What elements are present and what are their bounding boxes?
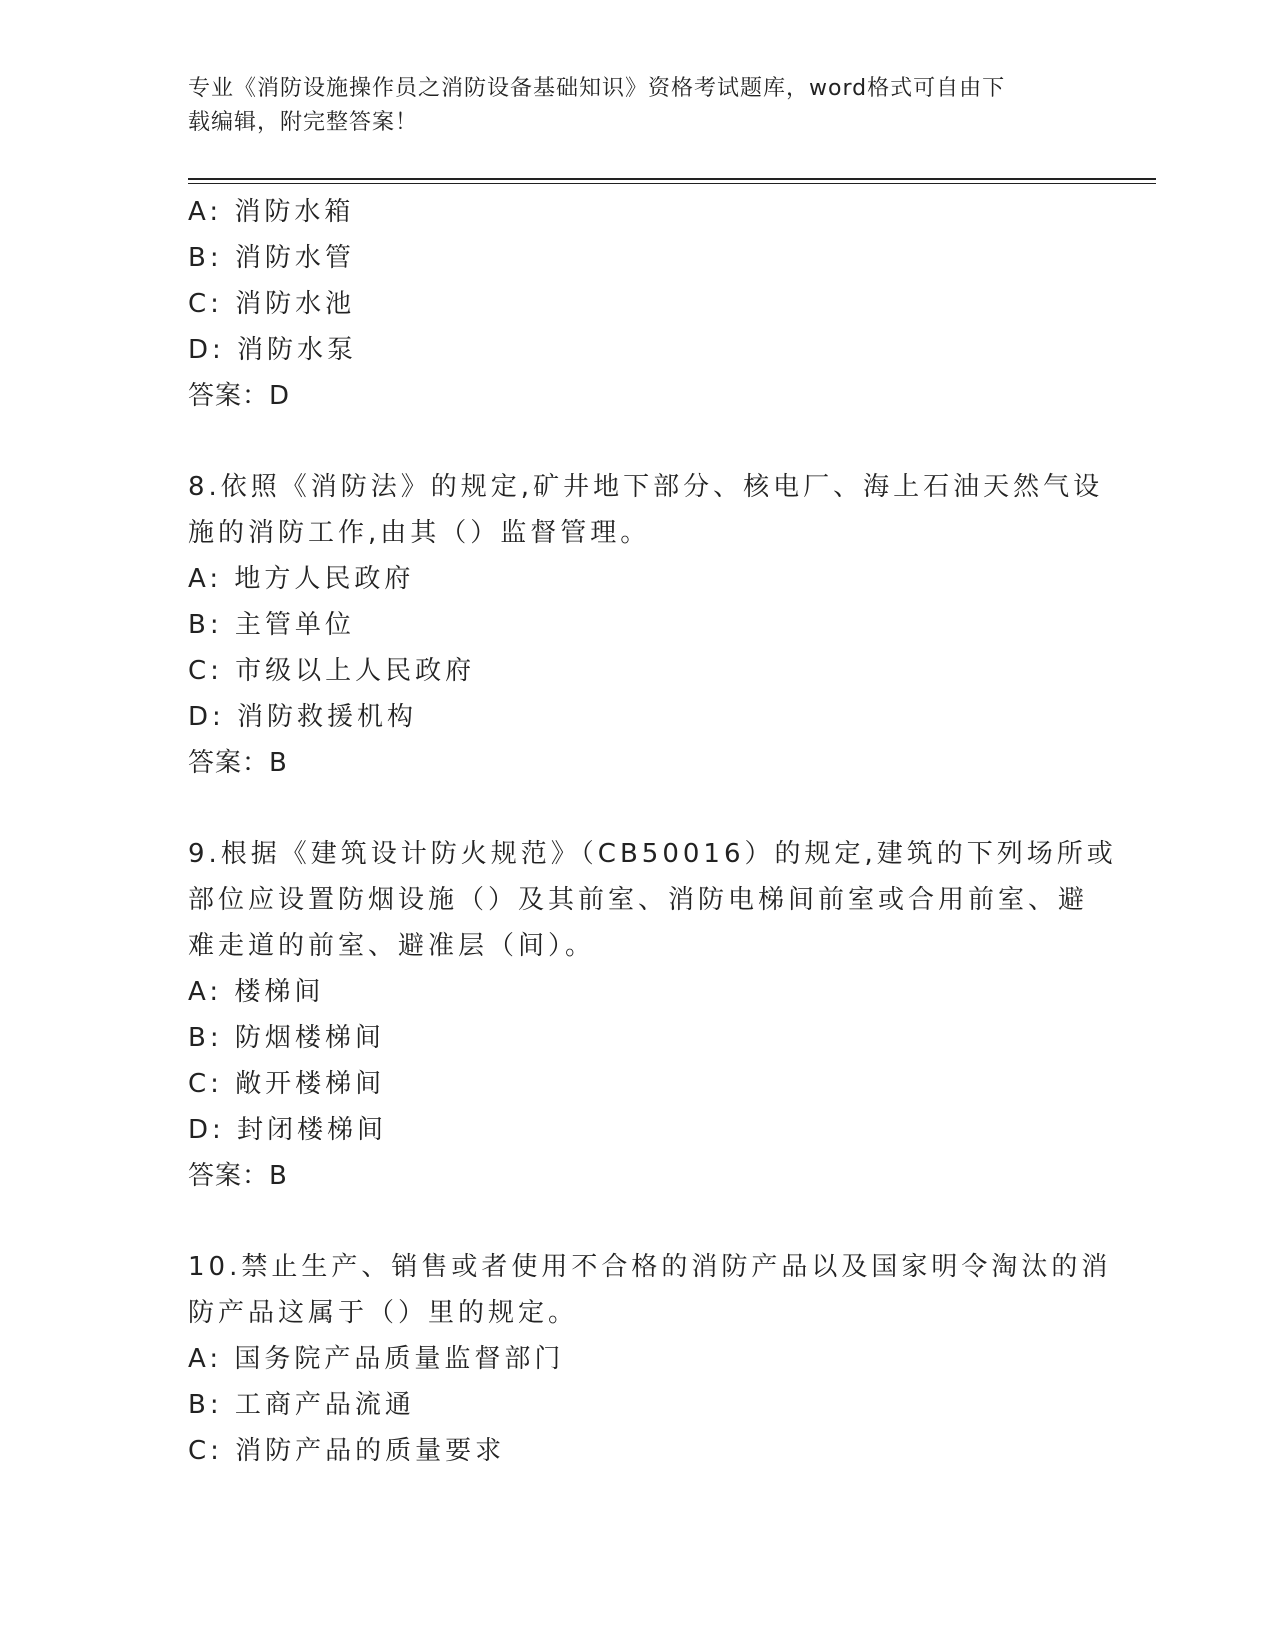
answer-line: 答案：D — [188, 381, 291, 411]
question-text-line: 难走道的前室、避准层（间）。 — [188, 931, 596, 961]
answer-line: 答案：B — [188, 748, 288, 778]
option-a: A: 地方人民政府 — [188, 564, 415, 594]
option-d: D: 消防救援机构 — [188, 702, 418, 732]
option-a: A: 消防水箱 — [188, 197, 355, 227]
question-10 — [188, 1244, 1112, 1474]
question-9 — [188, 831, 1117, 1199]
option-d: D: 消防水泵 — [188, 335, 358, 365]
question-7-options — [188, 189, 1088, 419]
question-content — [188, 189, 1117, 1474]
option-b: B: 防烟楼梯间 — [188, 1023, 385, 1053]
option-c: C: 市级以上人民政府 — [188, 656, 476, 686]
answer-line: 答案：B — [188, 1161, 288, 1191]
option-c: C: 敞开楼梯间 — [188, 1069, 386, 1099]
option-b: B: 消防水管 — [188, 243, 355, 273]
question-text-line: 9.根据《建筑设计防火规范》（CB50016）的规定,建筑的下列场所或 — [188, 839, 1117, 869]
option-a: A: 楼梯间 — [188, 977, 325, 1007]
question-text-line: 10.禁止生产、销售或者使用不合格的消防产品以及国家明令淘汰的消 — [188, 1252, 1112, 1282]
header-line-1: 专业《消防设施操作员之消防设备基础知识》资格考试题库，word格式可自由下 — [188, 76, 1006, 101]
header-divider-thick — [188, 178, 1156, 180]
option-b: B: 主管单位 — [188, 610, 355, 640]
option-c: C: 消防产品的质量要求 — [188, 1436, 506, 1466]
document-header — [188, 72, 1068, 140]
option-d: D: 封闭楼梯间 — [188, 1115, 388, 1145]
question-text-line: 部位应设置防烟设施（）及其前室、消防电梯间前室或合用前室、避 — [188, 885, 1089, 915]
option-b: B: 工商产品流通 — [188, 1390, 415, 1420]
question-text-line: 防产品这属于（）里的规定。 — [188, 1298, 579, 1328]
question-text-line: 8.依照《消防法》的规定,矿井地下部分、核电厂、海上石油天然气设 — [188, 472, 1104, 502]
question-text-line: 施的消防工作,由其（）监督管理。 — [188, 518, 651, 548]
option-a: A: 国务院产品质量监督部门 — [188, 1344, 565, 1374]
header-divider-thin — [188, 183, 1156, 184]
header-line-2: 载编辑，附完整答案！ — [188, 110, 419, 135]
question-8 — [188, 464, 1104, 786]
option-c: C: 消防水池 — [188, 289, 356, 319]
